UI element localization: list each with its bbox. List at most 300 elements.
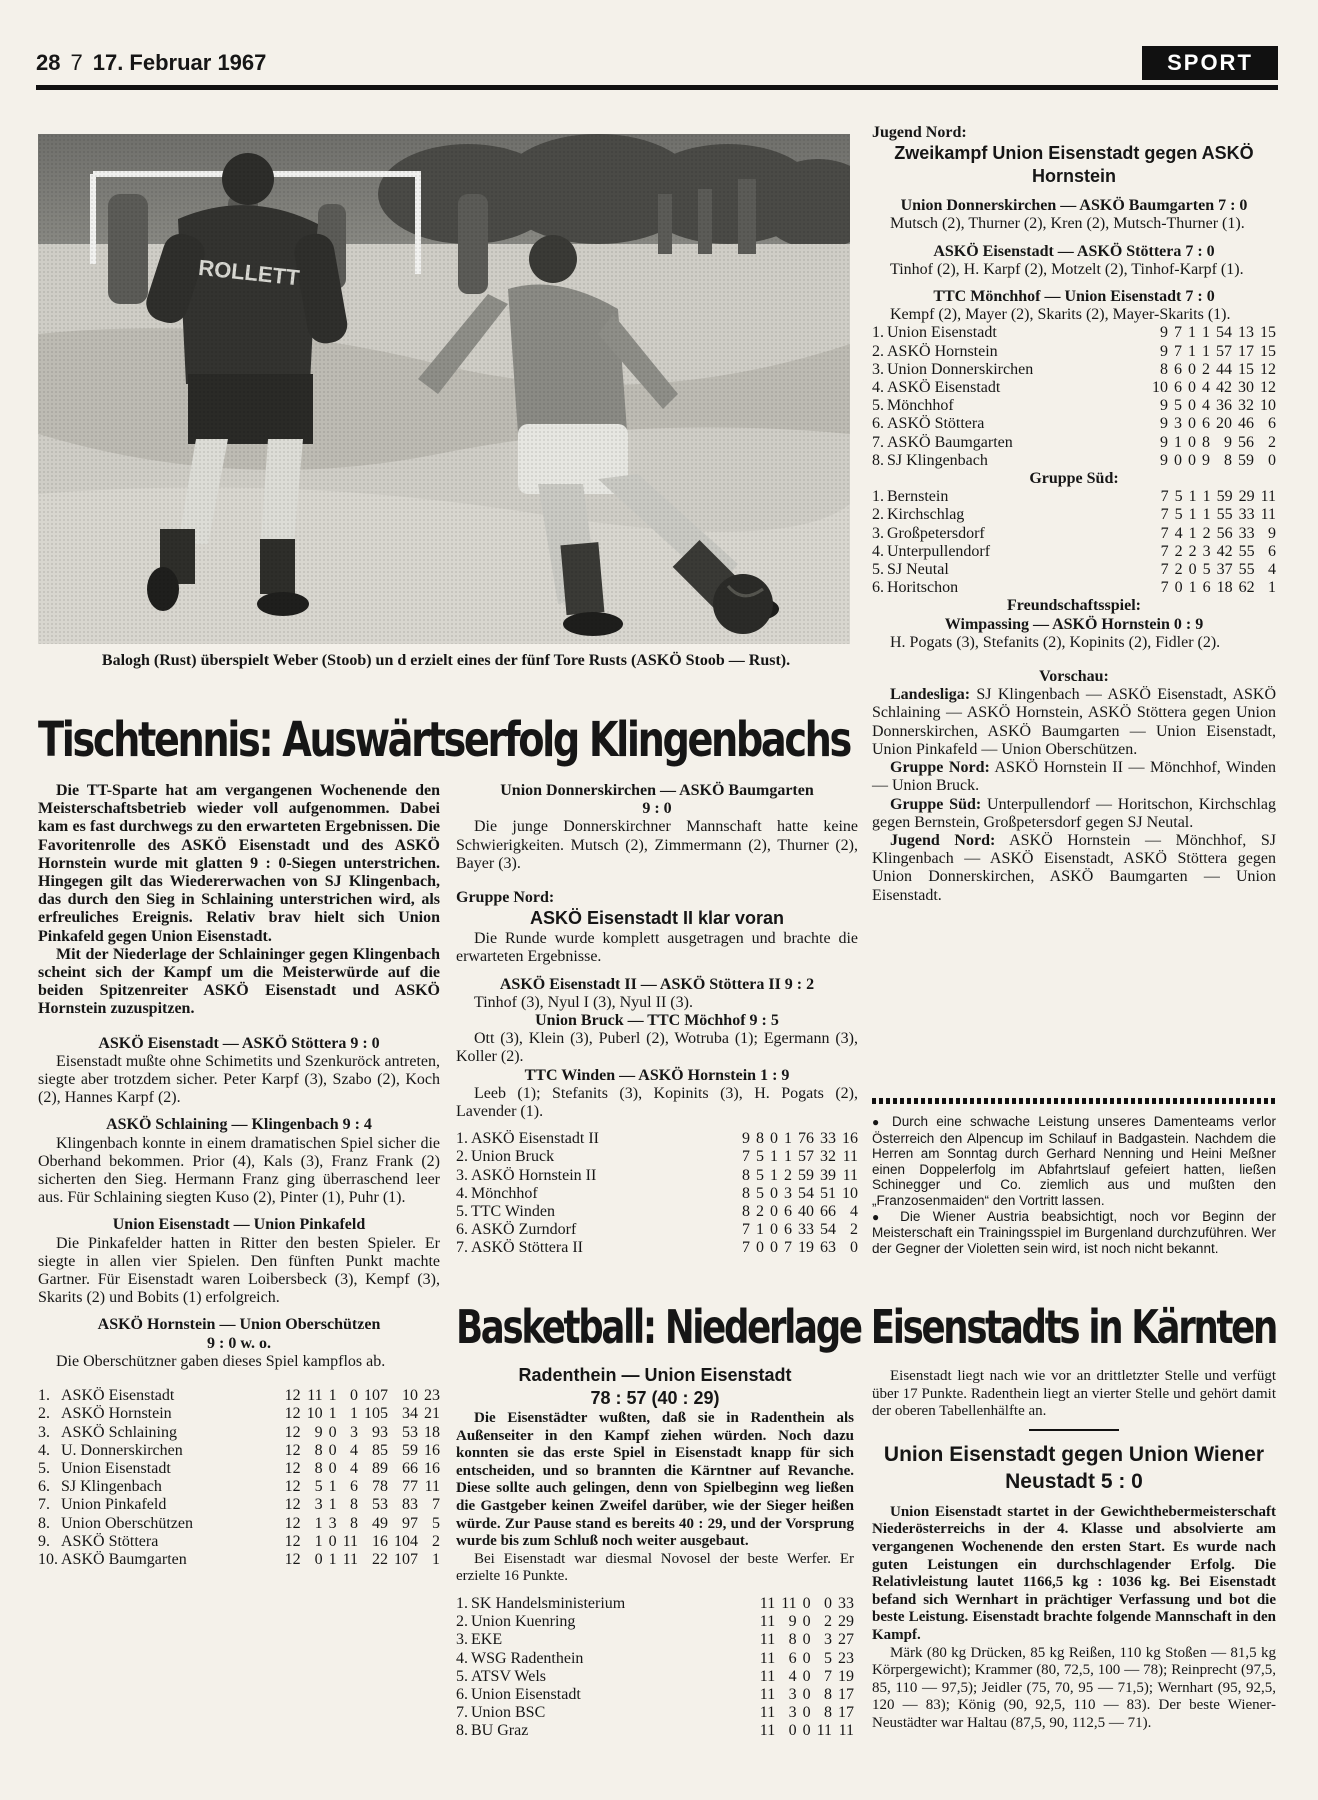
right-column: [872, 124, 1276, 905]
stat-cell: 5: [756, 1184, 764, 1202]
rank-cell: 1.: [872, 488, 884, 506]
stat-cell: 0: [802, 1722, 811, 1740]
standings-row: [872, 579, 1276, 597]
stat-cell: 78: [372, 1478, 388, 1496]
standings-row: [456, 1148, 858, 1166]
rank-cell: 1.: [456, 1130, 468, 1148]
stat-cell: 77: [402, 1478, 418, 1496]
stat-cell: 6: [1202, 415, 1210, 433]
stat-cell: 53: [402, 1423, 418, 1441]
stat-cell: 11: [842, 1166, 858, 1184]
match-report: Die junge Donnerskirchner Mannschaft hatte keine Schwierigkeiten. Mutsch (2), Zimmermann (2), Thurner (2), Bayer (3).: [456, 818, 858, 872]
match-report: Tinhof (2), H. Karpf (2), Motzelt (2), Tinhof-Karpf (1).: [890, 260, 1244, 278]
stat-cell: 6: [1174, 379, 1182, 397]
rank-cell: 5.: [872, 561, 884, 579]
stat-cell: 9: [1268, 524, 1276, 542]
stat-cell: 12: [284, 1478, 301, 1496]
standings-row: [456, 1668, 854, 1686]
stat-cell: 63: [820, 1239, 836, 1257]
weightlifting-lead: Union Eisenstadt startet in der Gewichthebermeisterschaft Niederösterreichs in der 4. Klasse und absolvierte am vergangenen Wochenende den ersten Start. Es wurde nach guten Leistungen ein durchschlagender Erfolg. Die Relativleistung lautet 1166,5 kg : 1036 kg. Bei Eisenstadt befand sich Wernhart in prächtiger Verfassung und bot die beste Leistung. Eisenstadt brachte folgende Mannschaft in den Kampf.: [872, 1503, 1276, 1643]
stat-cell: 6: [784, 1203, 792, 1221]
stat-cell: 11: [759, 1667, 776, 1685]
rank-cell: 2.: [872, 342, 884, 360]
match-title: Union Eisenstadt — Union Pinkafeld: [112, 1216, 366, 1234]
stat-cell: 7: [1160, 488, 1169, 506]
stat-cell: 18: [424, 1423, 440, 1441]
stat-cell: 0: [756, 1239, 764, 1257]
stat-cell: 10: [402, 1387, 418, 1405]
stat-cell: 5: [756, 1166, 764, 1184]
match-report: Leeb (1); Stefanits (3), Kopinits (3), H. Pogats (2), Lavender (1).: [456, 1084, 858, 1121]
stat-cell: 12: [1260, 379, 1276, 397]
dotted-divider: [872, 1098, 1276, 1104]
stat-cell: 7: [784, 1239, 792, 1257]
stat-cell: 107: [364, 1387, 388, 1405]
stat-cell: 0: [802, 1631, 811, 1649]
preview-label: Gruppe Nord:: [890, 759, 990, 777]
standings-row: [38, 1478, 440, 1496]
stat-cell: 1: [314, 1514, 323, 1532]
stat-cell: 55: [1238, 561, 1255, 579]
stat-cell: 21: [424, 1405, 440, 1423]
stat-cell: 9: [1160, 397, 1168, 415]
team-cell: Union BSC: [471, 1704, 546, 1722]
stat-cell: 9: [1160, 415, 1168, 433]
stat-cell: 8: [742, 1166, 750, 1184]
rank-cell: 4.: [38, 1441, 50, 1459]
stat-cell: 8: [788, 1631, 797, 1649]
group-title: Freundschaftsspiel:: [1007, 597, 1141, 615]
stat-cell: 1: [314, 1532, 323, 1550]
stat-cell: 0: [314, 1550, 323, 1568]
stat-cell: 0: [770, 1239, 778, 1257]
stat-cell: 2: [1174, 542, 1183, 560]
stat-cell: 59: [798, 1166, 814, 1184]
stat-cell: 1: [1188, 342, 1196, 360]
stat-cell: 11: [781, 1594, 797, 1612]
standings-row: [38, 1533, 440, 1551]
stat-cell: 10: [842, 1184, 858, 1202]
standings-row: [456, 1239, 858, 1257]
team-cell: SJ Klingenbach: [61, 1478, 162, 1496]
stat-cell: 0: [1188, 360, 1196, 378]
stat-cell: 29: [838, 1613, 854, 1631]
stat-cell: 10: [1260, 397, 1276, 415]
stat-cell: 6: [784, 1221, 792, 1239]
stat-cell: 107: [394, 1550, 418, 1568]
standings-row: [872, 361, 1276, 379]
team-cell: SK Handelsministerium: [471, 1594, 626, 1612]
stat-cell: 1: [784, 1130, 792, 1148]
stat-cell: 40: [798, 1203, 814, 1221]
team-cell: SJ Neutal: [887, 561, 949, 579]
rank-cell: 6.: [456, 1221, 468, 1239]
stat-cell: 56: [1216, 524, 1233, 542]
team-cell: EKE: [471, 1631, 503, 1649]
match-report: Tinhof (3), Nyul I (3), Nyul II (3).: [474, 993, 693, 1011]
rank-cell: 2.: [872, 506, 884, 524]
team-cell: ASKÖ Hornstein: [61, 1405, 172, 1423]
rank-cell: 4.: [872, 379, 884, 397]
match-title: ASKÖ Eisenstadt — ASKÖ Stöttera 9 : 0: [98, 1034, 380, 1052]
standings-row: [872, 506, 1276, 524]
stat-cell: 2: [824, 1613, 832, 1631]
stat-cell: 33: [798, 1221, 814, 1239]
preview-label: Jugend Nord:: [890, 831, 996, 849]
landesliga-standings-table: [38, 1387, 440, 1569]
stat-cell: 5: [1202, 561, 1211, 579]
stat-cell: 2: [756, 1203, 764, 1221]
preview-item: [872, 832, 1276, 905]
match-score: 9 : 0: [642, 800, 672, 818]
match-title: ASKÖ Eisenstadt — ASKÖ Stöttera 7 : 0: [933, 242, 1215, 260]
stat-cell: 53: [372, 1496, 388, 1514]
standings-row: [456, 1221, 858, 1239]
stat-cell: 57: [1216, 342, 1232, 360]
stat-cell: 0: [1188, 397, 1196, 415]
stat-cell: 11: [1260, 506, 1276, 524]
team-cell: Großpetersdorf: [887, 524, 985, 542]
team-cell: Union Donnerskirchen: [887, 360, 1034, 378]
stat-cell: 12: [284, 1405, 301, 1423]
stat-cell: 0: [802, 1649, 811, 1667]
stat-cell: 36: [1216, 397, 1232, 415]
stat-cell: 33: [1238, 506, 1255, 524]
basketball-standings-table: [456, 1595, 854, 1741]
stat-cell: 27: [838, 1631, 854, 1649]
match-title: ASKÖ Schlaining — Klingenbach 9 : 4: [106, 1116, 372, 1134]
standings-row: [872, 488, 1276, 506]
standings-row: [38, 1515, 440, 1533]
stat-cell: 32: [820, 1148, 836, 1166]
standings-row: [872, 324, 1276, 342]
stat-cell: 12: [1260, 360, 1276, 378]
stat-cell: 15: [1260, 324, 1276, 342]
stat-cell: 1: [1188, 506, 1197, 524]
stat-cell: 2: [1188, 542, 1197, 560]
rank-cell: 2.: [456, 1148, 468, 1166]
stat-cell: 7: [742, 1148, 750, 1166]
stat-cell: 0: [1188, 379, 1196, 397]
stat-cell: 4: [1174, 524, 1183, 542]
standings-row: [38, 1551, 440, 1569]
news-note-text: Die Wiener Austria beabsichtigt, noch vor Beginn der Meisterschaft ein Trainingsspiel im Burgenland durchzuführen. Wer der Gegner der Violetten sein wird, ist noch nicht bekannt.: [872, 1208, 1276, 1256]
team-cell: Union Eisenstadt: [471, 1685, 581, 1703]
team-cell: Union Eisenstadt: [887, 324, 997, 342]
basketball-report-continued: Eisenstadt liegt nach wie vor an drittletzter Stelle und verfügt über 17 Punkte. Radenthein liegt an vierter Stelle und gehört damit der oberen Tabellenhälfte an.: [872, 1368, 1276, 1420]
stat-cell: 11: [759, 1594, 776, 1612]
stat-cell: 54: [798, 1184, 814, 1202]
stat-cell: 8: [1202, 433, 1210, 451]
stat-cell: 11: [759, 1722, 776, 1740]
rank-cell: 4.: [456, 1184, 468, 1202]
preview-text: ASKÖ Hornstein II — Mönchhof, Winden — Union Bruck.: [872, 759, 1276, 795]
stat-cell: 9: [1160, 433, 1168, 451]
stat-cell: 0: [1188, 561, 1197, 579]
team-cell: Union Pinkafeld: [61, 1496, 167, 1514]
team-cell: Mönchhof: [471, 1184, 538, 1202]
rank-cell: 5.: [456, 1667, 468, 1685]
match-report: Die Oberschützner gaben dieses Spiel kampflos ab.: [56, 1352, 386, 1370]
team-cell: Union Oberschützen: [61, 1514, 193, 1532]
standings-row: [38, 1442, 440, 1460]
standings-row: [456, 1130, 858, 1148]
stat-cell: 7: [1160, 561, 1169, 579]
stat-cell: 15: [1238, 360, 1254, 378]
stat-cell: 97: [402, 1514, 418, 1532]
preview-label: Landesliga:: [890, 686, 971, 704]
tt-headline: Tischtennis: Auswärtserfolg Klingenbachs: [38, 712, 850, 768]
preview-text: SJ Klingenbach — ASKÖ Eisenstadt, ASKÖ Schlaining — ASKÖ Hornstein, ASKÖ Stöttera gegen Union Donnerskirchen, ASKÖ Baumgarten — Union Eisenstadt, Union Pinkafeld — Union Oberschützen.: [872, 686, 1277, 758]
rank-cell: 10.: [38, 1550, 58, 1568]
tt-intro: Die TT-Sparte hat am vergangenen Wochenende den Meisterschaftsbetrieb wieder voll aufgenommen. Dabei kam es fast durchwegs zu den erwarteten Ergebnissen. Die Favoritenrolle des ASKÖ Eisenstadt und des ASKÖ Hornstein wurde mit glatten 9 : 0-Siegen unterstrichen. Hingegen gilt das Wiedererwachen von SJ Klingenbach, das durch den Sieg in Schlaining unterstrichen wird, als erfreuliches Ereignis. Relativ brav hielt sich Union Pinkafeld gegen Union Eisenstadt.: [38, 782, 440, 945]
standings-row: [872, 379, 1276, 397]
team-cell: WSG Radenthein: [471, 1649, 584, 1667]
preview-label: Gruppe Süd:: [890, 795, 982, 813]
stat-cell: 54: [820, 1221, 836, 1239]
stat-cell: 55: [1238, 542, 1255, 560]
preview-text: ASKÖ Hornstein — Mönchhof, SJ Klingenbach — ASKÖ Eisenstadt, ASKÖ Stöttera gegen Union Donnerskirchen, ASKÖ Baumgarten — Union Eisenstadt.: [872, 831, 1276, 904]
stat-cell: 1: [784, 1148, 792, 1166]
stat-cell: 23: [424, 1387, 440, 1405]
match-report: H. Pogats (3), Stefanits (2), Kopinits (2), Fidler (2).: [890, 633, 1221, 651]
stat-cell: 0: [1174, 451, 1182, 469]
stat-cell: 5: [314, 1478, 323, 1496]
stat-cell: 2: [1202, 524, 1211, 542]
stat-cell: 6: [1268, 542, 1276, 560]
stat-cell: 11: [424, 1478, 440, 1496]
rank-cell: 1.: [872, 324, 884, 342]
stat-cell: 7: [1160, 542, 1169, 560]
team-cell: ASKÖ Stöttera: [61, 1532, 159, 1550]
weightlifting-headline: Union Eisenstadt gegen Union Wiener Neustadt 5 : 0: [883, 1442, 1265, 1493]
stat-cell: 30: [1238, 379, 1254, 397]
stat-cell: 0: [802, 1613, 811, 1631]
stat-cell: 5: [824, 1649, 832, 1667]
issue-date: 17. Februar 1967: [92, 50, 267, 75]
team-cell: ASKÖ Baumgarten: [61, 1550, 187, 1568]
stat-cell: 1: [328, 1496, 337, 1514]
stat-cell: 7: [742, 1221, 750, 1239]
team-cell: Union Eisenstadt: [61, 1459, 171, 1477]
stat-cell: 8: [824, 1685, 832, 1703]
stat-cell: 8: [756, 1130, 764, 1148]
stat-cell: 11: [759, 1613, 776, 1631]
match-report: Klingenbach konnte in einem dramatischen Spiel sicher die Oberhand bekommen. Prior (4), Kals (3), Franz Frank (2) sicherten den Sieg. Hermann Franz ging überraschend leer aus. Für Schlaining siegten Kuso (2), Pinter (1), Puhr (1).: [38, 1134, 440, 1207]
stat-cell: 0: [1268, 451, 1276, 469]
stat-cell: 9: [1224, 433, 1232, 451]
stat-cell: 34: [402, 1405, 418, 1423]
stat-cell: 12: [284, 1532, 301, 1550]
stat-cell: 2: [432, 1532, 440, 1550]
standings-row: [872, 415, 1276, 433]
stat-cell: 105: [364, 1405, 388, 1423]
standings-row: [456, 1722, 854, 1740]
stat-cell: 16: [424, 1441, 440, 1459]
standings-row: [38, 1405, 440, 1423]
team-cell: SJ Klingenbach: [887, 451, 988, 469]
stat-cell: 4: [1202, 379, 1210, 397]
standings-row: [456, 1613, 854, 1631]
match-report: Eisenstadt mußte ohne Schimetits und Szenkuröck antreten, siegte aber trotzdem sicher. Peter Karpf (3), Szabo (2), Koch (2), Hannes Karpf (2).: [38, 1052, 440, 1107]
stat-cell: 3: [788, 1685, 797, 1703]
preview-item: [872, 796, 1276, 832]
bullet-icon: ●: [872, 1209, 888, 1224]
basketball-score: 78 : 57 (40 : 29): [590, 1388, 720, 1408]
stat-cell: 11: [759, 1649, 776, 1667]
group-subheadline: Zweikampf Union Eisenstadt gegen ASKÖ Hornstein: [894, 143, 1254, 187]
stat-cell: 0: [328, 1459, 337, 1477]
group-report: Die Runde wurde komplett ausgetragen und brachte die erwarteten Ergebnisse.: [456, 930, 858, 966]
preview-text: Unterpullendorf — Horitschon, Kirchschlag gegen Bernstein, Großpetersdorf gegen SJ Neutal.: [872, 795, 1276, 831]
team-cell: Bernstein: [887, 488, 949, 506]
tt-column-2: [456, 782, 858, 1258]
rank-cell: 6.: [38, 1478, 50, 1496]
stat-cell: 12: [284, 1550, 301, 1568]
stat-cell: 12: [284, 1387, 301, 1405]
stat-cell: 2: [850, 1221, 858, 1239]
stat-cell: 1: [1202, 506, 1211, 524]
team-cell: ASKÖ Schlaining: [61, 1423, 177, 1441]
section-label: SPORT: [1142, 46, 1278, 80]
stat-cell: 42: [1216, 379, 1232, 397]
stat-cell: 66: [820, 1203, 836, 1221]
stat-cell: 0: [1174, 579, 1183, 597]
stat-cell: 66: [402, 1459, 418, 1477]
basketball-lead: Die Eisenstädter wußten, daß sie in Radenthein als Außenseiter in den Kampf ziehen würden. Noch dazu konnten sie das erste Spiel in Eisenstadt knapp für sich entscheiden, und so brannten die Kärntner auf Revanche. Diese sollte auch gelingen, denn von Spielbeginn weg ließen die Gastgeber keinen Zweifel darüber, wie der Sieger heißen würde. Zur Pause stand es bereits 40 : 29, und der Vorsprung wurde bis zum Schluß noch weiter ausgebaut.: [456, 1410, 854, 1550]
standings-row: [456, 1686, 854, 1704]
stat-cell: 18: [1216, 579, 1233, 597]
stat-cell: 4: [1202, 397, 1210, 415]
stat-cell: 7: [1160, 506, 1169, 524]
stat-cell: 10: [306, 1405, 323, 1423]
stat-cell: 2: [1202, 360, 1210, 378]
stat-cell: 17: [838, 1704, 854, 1722]
match-report: Mutsch (2), Thurner (2), Kren (2), Mutsch-Thurner (1).: [890, 215, 1245, 233]
stat-cell: 0: [802, 1704, 811, 1722]
stat-cell: 11: [759, 1704, 776, 1722]
basketball-match: Radenthein — Union Eisenstadt: [518, 1365, 792, 1385]
stat-cell: 0: [788, 1722, 797, 1740]
rank-cell: 8.: [872, 451, 884, 469]
team-cell: ASKÖ Hornstein II: [471, 1166, 597, 1184]
preview-item: [872, 686, 1276, 759]
stat-cell: 7: [742, 1239, 750, 1257]
short-notes: [872, 1114, 1276, 1256]
match-report: Ott (3), Klein (3), Puberl (2), Wotruba (1); Egermann (3), Koller (2).: [456, 1030, 858, 1066]
stat-cell: 7: [432, 1496, 440, 1514]
stat-cell: 1: [328, 1387, 337, 1405]
stat-cell: 57: [798, 1148, 814, 1166]
basketball-report: Bei Eisenstadt war diesmal Novosel der beste Werfer. Er erzielte 16 Punkte.: [456, 1550, 854, 1585]
page-number: 28: [36, 50, 61, 75]
team-cell: ATSV Wels: [471, 1667, 547, 1685]
standings-row: [38, 1496, 440, 1514]
standings-row: [456, 1185, 858, 1203]
stat-cell: 32: [1238, 397, 1254, 415]
standings-row: [456, 1704, 854, 1722]
stat-cell: 9: [1160, 324, 1168, 342]
team-cell: Union Bruck: [471, 1148, 555, 1166]
stat-cell: 46: [1238, 415, 1254, 433]
stat-cell: 12: [284, 1496, 301, 1514]
match-report: Die Pinkafelder hatten in Ritter den besten Spieler. Er siegte in allen vier Spielen. Den fünften Punkt machte Gartner. Für Eisenstadt waren Loibersbeck (3), Kempf (3), Skarits (2) und Bobits (1) erfolgreich.: [38, 1234, 440, 1307]
match-title: TTC Mönchhof — Union Eisenstadt 7 : 0: [933, 288, 1215, 306]
stat-cell: 11: [838, 1722, 854, 1740]
match-title: Union Donnerskirchen — ASKÖ Baumgarten: [500, 782, 814, 799]
stat-cell: 0: [802, 1667, 811, 1685]
stat-cell: 3: [314, 1496, 323, 1514]
basketball-column: [456, 1364, 854, 1741]
stat-cell: 1: [328, 1478, 337, 1496]
rank-cell: 2.: [456, 1613, 468, 1631]
stat-cell: 7: [1160, 524, 1169, 542]
stat-cell: 76: [798, 1130, 814, 1148]
stat-cell: 19: [838, 1667, 854, 1685]
stat-cell: 0: [328, 1441, 337, 1459]
stat-cell: 5: [432, 1514, 440, 1532]
rank-cell: 1.: [38, 1387, 50, 1405]
stat-cell: 0: [850, 1239, 858, 1257]
stat-cell: 0: [770, 1184, 778, 1202]
stat-cell: 89: [372, 1459, 388, 1477]
stat-cell: 37: [1216, 561, 1233, 579]
stat-cell: 23: [838, 1649, 854, 1667]
rank-cell: 6.: [872, 579, 884, 597]
stat-cell: 10: [1152, 379, 1168, 397]
standings-row: [456, 1203, 858, 1221]
stat-cell: 1: [1174, 433, 1182, 451]
group-title: Jugend Nord:: [872, 124, 967, 141]
group-title: Gruppe Süd:: [1029, 470, 1119, 488]
standings-row: [456, 1167, 858, 1185]
stat-cell: 33: [820, 1130, 836, 1148]
stat-cell: 1: [1202, 342, 1210, 360]
stat-cell: 1: [1188, 524, 1197, 542]
standings-row: [38, 1460, 440, 1478]
stat-cell: 3: [788, 1704, 797, 1722]
standings-row: [456, 1595, 854, 1613]
stat-cell: 8: [350, 1496, 358, 1514]
stat-cell: 2: [784, 1166, 792, 1184]
stat-cell: 49: [372, 1514, 388, 1532]
photo-illustration: [38, 134, 850, 644]
standings-row: [38, 1387, 440, 1405]
rank-cell: 5.: [456, 1203, 468, 1221]
rank-cell: 8.: [38, 1514, 50, 1532]
stat-cell: 2: [1268, 433, 1276, 451]
team-cell: ASKÖ Zurndorf: [471, 1221, 577, 1239]
news-note: [872, 1114, 1276, 1209]
stat-cell: 5: [1174, 397, 1182, 415]
stat-cell: 55: [1216, 506, 1233, 524]
stat-cell: 0: [1188, 415, 1196, 433]
stat-cell: 6: [788, 1649, 797, 1667]
team-cell: BU Graz: [471, 1722, 529, 1740]
stat-cell: 3: [1174, 415, 1182, 433]
stat-cell: 11: [307, 1387, 323, 1405]
rank-cell: 3.: [456, 1631, 468, 1649]
rank-cell: 3.: [872, 524, 884, 542]
stat-cell: 8: [742, 1203, 750, 1221]
stat-cell: 11: [342, 1550, 358, 1568]
match-report: Kempf (2), Mayer (2), Skarits (2), Mayer-Skarits (1).: [890, 306, 1231, 324]
gruppe-sued-standings-table: [872, 488, 1276, 597]
stat-cell: 22: [372, 1550, 388, 1568]
stat-cell: 15: [1260, 342, 1276, 360]
news-note: [872, 1209, 1276, 1257]
stat-cell: 6: [1268, 415, 1276, 433]
